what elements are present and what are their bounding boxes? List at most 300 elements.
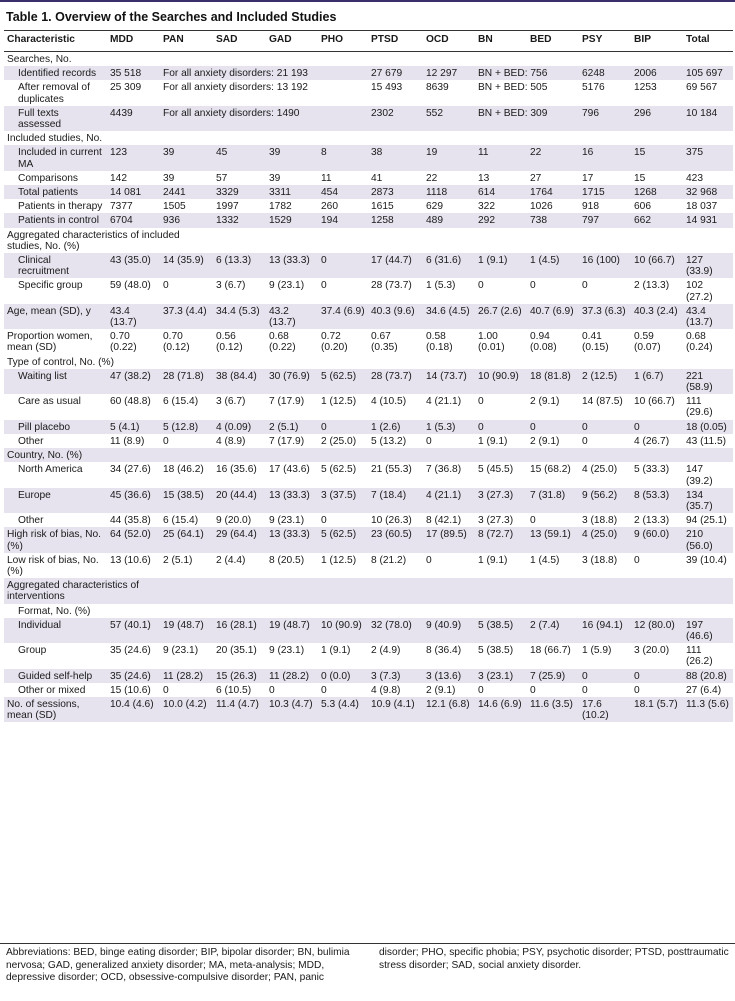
table-row (4, 683, 733, 697)
cell: 0 (579, 420, 631, 434)
cell: 0 (631, 420, 683, 434)
header-row (4, 31, 733, 52)
cell: BN + BED: 505 (478, 82, 548, 94)
cell: 45 (36.6) (107, 488, 160, 513)
cell: 552 (423, 106, 475, 131)
cell: 0 (163, 280, 169, 292)
cell: 94 (25.1) (686, 515, 727, 527)
cell: 796 (579, 106, 631, 131)
cell: 11.3 (5.6) (683, 697, 733, 722)
section-row (4, 604, 733, 618)
table-row (4, 106, 733, 131)
cell: 7 (36.8) (426, 464, 462, 476)
cell: 0 (527, 420, 579, 434)
cell: 0 (269, 684, 275, 696)
cell: 489 (423, 213, 475, 227)
table-row (4, 213, 733, 227)
cell: 2 (9.1) (530, 435, 560, 447)
cell: 16 (28.1) (213, 618, 266, 643)
cell: 38 (84.4) (213, 369, 266, 394)
cell: 35 518 (107, 66, 160, 80)
cell: 105 697 (683, 66, 733, 80)
row-label: Guided self-help (4, 669, 107, 683)
column-header: BN (475, 31, 527, 52)
cell: 4 (0.09) (213, 420, 266, 434)
cell: 9 (40.9) (423, 618, 475, 643)
cell: BN + BED: 756 (475, 66, 579, 80)
table-row (4, 420, 733, 434)
row-label: Proportion women, mean (SD) (7, 331, 93, 354)
table-row (4, 80, 733, 105)
cell: 292 (475, 213, 527, 227)
row-label: Specific group (18, 280, 83, 292)
cell: 1 (5.9) (582, 645, 612, 657)
cell: 1 (5.3) (423, 420, 475, 434)
cell: 11 (475, 145, 527, 170)
cell: 322 (478, 201, 495, 213)
table-row (4, 369, 733, 394)
cell: 11 (8.9) (110, 435, 145, 447)
cell: 7 (17.9) (269, 396, 305, 408)
cell: BN + BED: 309 (475, 106, 579, 131)
cell: 4 (9.8) (371, 684, 401, 696)
cell: 26.7 (2.6) (475, 304, 527, 329)
cell: 13 (33.3) (266, 488, 318, 513)
cell: 606 (634, 201, 651, 213)
table-row (4, 462, 733, 487)
cell: 34 (27.6) (110, 464, 151, 476)
section-row (4, 131, 733, 145)
cell: 17 (44.7) (368, 253, 423, 278)
cell: 28 (71.8) (160, 369, 213, 394)
cell: 1268 (631, 185, 683, 199)
cell: 18 (66.7) (530, 645, 571, 657)
cell: 15 (38.5) (160, 488, 213, 513)
table-row (4, 394, 733, 419)
cell: 4 (21.1) (423, 488, 475, 513)
cell: For all anxiety disorders: 21 193 (160, 66, 368, 80)
cell: 5176 (582, 82, 605, 94)
cell: 0 (478, 396, 484, 408)
cell: 14 931 (683, 213, 733, 227)
column-header: Total (683, 31, 733, 52)
cell: 11 (28.2) (266, 669, 318, 683)
section-label: Searches, No. (7, 54, 72, 65)
cell: 1253 (634, 82, 657, 94)
row-label: Group (18, 645, 47, 657)
cell: 3329 (213, 185, 266, 199)
cell: 23 (60.5) (368, 527, 423, 552)
section-row (4, 355, 733, 369)
cell: 210 (56.0) (683, 527, 733, 552)
cell: 6704 (107, 213, 160, 227)
table-row (4, 488, 733, 513)
cell: 197 (46.6) (683, 618, 733, 643)
cell: 34.4 (5.3) (213, 304, 266, 329)
cell: 1258 (368, 213, 423, 227)
row-label: Identified records (4, 66, 107, 80)
cell: 0 (318, 253, 368, 278)
cell: 2 (5.1) (163, 554, 193, 566)
cell: 39 (10.4) (686, 554, 727, 566)
cell: 0.68 (0.22) (269, 331, 296, 354)
cell: 30 (76.9) (266, 369, 318, 394)
cell: 32 (78.0) (368, 618, 423, 643)
section-label: Format, No. (%) (18, 605, 91, 617)
cell: 14 (35.9) (160, 253, 213, 278)
cell: 3311 (266, 185, 318, 199)
cell: 0.68 (0.24) (686, 331, 713, 354)
cell: 20 (35.1) (216, 645, 257, 657)
cell: 1332 (213, 213, 266, 227)
cell: 18 (0.05) (683, 420, 733, 434)
cell: 22 (527, 145, 579, 170)
table-row (4, 171, 733, 185)
cell: 0 (426, 554, 432, 566)
cell: 27 (530, 172, 542, 184)
cell: 0 (163, 684, 169, 696)
cell: 3 (18.8) (582, 515, 618, 527)
cell: 4439 (107, 106, 160, 131)
section-label: Included studies, No. (7, 133, 103, 145)
cell: 1782 (269, 201, 292, 213)
cell: 4 (10.5) (371, 396, 407, 408)
cell: 25 309 (110, 82, 142, 94)
section-label: Type of control, No. (%) (7, 356, 115, 368)
cell: 3 (13.6) (423, 669, 475, 683)
cell: 45 (213, 145, 266, 170)
cell: 6248 (579, 66, 631, 80)
cell: 17 (89.5) (423, 527, 475, 552)
cell: 629 (426, 201, 443, 213)
table-row (4, 527, 733, 552)
cell: 43 (11.5) (686, 435, 727, 447)
column-header: BIP (631, 31, 683, 52)
cell: 1529 (266, 213, 318, 227)
cell: 15 (26.3) (213, 669, 266, 683)
table-footnote (0, 943, 735, 1001)
table-row (4, 66, 733, 80)
cell: 4 (8.9) (216, 435, 246, 447)
cell: 15 493 (371, 82, 403, 94)
table-row (4, 643, 733, 668)
cell: 17 (582, 172, 594, 184)
table-row (4, 618, 733, 643)
cell: 40.7 (6.9) (527, 304, 579, 329)
column-header: PTSD (368, 31, 423, 52)
cell: 28 (73.7) (368, 369, 423, 394)
cell: 3 (27.3) (478, 515, 514, 527)
row-label: After removal of duplicates (18, 82, 90, 105)
cell: 43 (35.0) (107, 253, 160, 278)
cell: 18 (81.8) (527, 369, 579, 394)
cell: 3 (7.3) (368, 669, 423, 683)
cell: 8639 (426, 82, 449, 94)
cell: 13 (59.1) (527, 527, 579, 552)
cell: 1 (4.5) (530, 554, 560, 566)
column-header: PAN (160, 31, 213, 52)
row-label: Other (18, 515, 44, 527)
row-label: Other (18, 435, 44, 447)
cell: 15 (10.6) (110, 684, 151, 696)
cell: 2 (4.9) (371, 645, 401, 657)
cell: 34.6 (4.5) (423, 304, 475, 329)
cell: 10.4 (4.6) (107, 697, 160, 722)
cell: 43.4 (13.7) (107, 304, 160, 329)
cell: 260 (321, 201, 338, 213)
cell: 7377 (110, 201, 133, 213)
row-label: Low risk of bias, No. (%) (7, 554, 99, 577)
cell: 0 (0.0) (318, 669, 368, 683)
cell: 4 (26.7) (634, 435, 670, 447)
cell: 102 (27.2) (686, 280, 713, 303)
cell: 18 037 (686, 201, 718, 213)
cell: 0 (582, 435, 588, 447)
cell: 123 (107, 145, 160, 170)
cell: 16 (100) (579, 253, 631, 278)
column-header: SAD (213, 31, 266, 52)
cell: 0.67 (0.35) (371, 331, 398, 354)
cell: 39 (269, 172, 281, 184)
cell: 1 (12.5) (321, 554, 357, 566)
cell: 127 (33.9) (683, 253, 733, 278)
cell: 8 (42.1) (426, 515, 462, 527)
cell: 375 (683, 145, 733, 170)
cell: 0 (478, 280, 484, 292)
cell: 10 184 (683, 106, 733, 131)
cell: 3 (20.0) (634, 645, 670, 657)
cell: 28 (73.7) (371, 280, 412, 292)
row-label: Patients in control (4, 213, 107, 227)
cell: 10 (90.9) (318, 618, 368, 643)
row-label: Care as usual (18, 396, 81, 408)
cell: 57 (40.1) (107, 618, 160, 643)
cell: 3 (27.3) (475, 488, 527, 513)
cell: 9 (60.0) (631, 527, 683, 552)
table-row (4, 553, 733, 578)
cell: 662 (631, 213, 683, 227)
cell: 5 (13.2) (371, 435, 407, 447)
table-title: Table 1. Overview of the Searches and Included Studies (6, 10, 337, 24)
section-row (4, 578, 733, 603)
cell: 0.94 (0.08) (530, 331, 557, 354)
cell: 27 (6.4) (686, 684, 722, 696)
cell: 15 (631, 145, 683, 170)
cell: 4 (21.1) (426, 396, 462, 408)
cell: 0 (318, 420, 368, 434)
cell: 614 (475, 185, 527, 199)
cell: 2302 (368, 106, 423, 131)
cell: 8 (53.3) (631, 488, 683, 513)
cell: 13 (10.6) (110, 554, 151, 566)
overview-table (4, 30, 733, 722)
cell: 43.4 (13.7) (683, 304, 733, 329)
cell: 1.00 (0.01) (478, 331, 505, 354)
cell: 0 (634, 554, 640, 566)
cell: 2 (25.0) (321, 435, 357, 447)
cell: 43.2 (13.7) (266, 304, 318, 329)
cell: 7 (18.4) (368, 488, 423, 513)
table-row (4, 185, 733, 199)
row-label: Included in current MA (4, 145, 107, 170)
cell: 5 (12.8) (160, 420, 213, 434)
cell: 0 (530, 280, 536, 292)
cell: 0 (582, 280, 588, 292)
row-label: Other or mixed (18, 684, 86, 696)
cell: 2 (13.3) (634, 515, 670, 527)
cell: 35 (24.6) (107, 669, 160, 683)
cell: 8 (20.5) (269, 554, 305, 566)
cell: 0.58 (0.18) (426, 331, 453, 354)
cell: 5 (38.5) (478, 645, 514, 657)
cell: 11 (321, 172, 332, 184)
cell: 11 (28.2) (160, 669, 213, 683)
cell: 59 (48.0) (110, 280, 151, 292)
cell: 37.3 (6.3) (579, 304, 631, 329)
cell: 1118 (423, 185, 475, 199)
cell: 0 (163, 435, 169, 447)
table-row (4, 278, 733, 303)
cell: 0 (530, 684, 536, 696)
table-row (4, 513, 733, 527)
cell: 6 (15.4) (163, 396, 199, 408)
cell: 5 (62.5) (321, 464, 357, 476)
cell: 10 (66.7) (631, 253, 683, 278)
cell: 14 (87.5) (582, 396, 623, 408)
table-row (4, 697, 733, 722)
cell: 16 (579, 145, 631, 170)
cell: 27 679 (368, 66, 423, 80)
cell: 37.3 (4.4) (160, 304, 213, 329)
footnote-left: Abbreviations: BED, binge eating disorder; BIP, bipolar disorder; BN, bulimia nervosa; GAD, generalized anxiety disorder; MA, meta-analysis; MDD, depressive disorder; OCD, obsessive-compulsive disorder; PAN, panic (6, 947, 350, 984)
cell: 296 (631, 106, 683, 131)
cell: 9 (20.0) (216, 515, 252, 527)
cell: 1505 (163, 201, 186, 213)
cell: 9 (23.1) (163, 645, 199, 657)
cell: 1 (12.5) (321, 396, 357, 408)
cell: 6 (10.5) (216, 684, 252, 696)
cell: 13 (33.3) (266, 527, 318, 552)
cell: 17.6 (10.2) (579, 697, 631, 722)
cell: 0.72 (0.20) (321, 331, 348, 354)
column-header: MDD (107, 31, 160, 52)
cell: 4 (25.0) (582, 464, 618, 476)
cell: 35 (24.6) (110, 645, 151, 657)
cell: 10.3 (4.7) (266, 697, 318, 722)
cell: 9 (23.1) (269, 645, 305, 657)
cell: 19 (48.7) (266, 618, 318, 643)
table-row (4, 329, 733, 354)
cell: 0.70 (0.22) (110, 331, 137, 354)
cell: 12.1 (6.8) (423, 697, 475, 722)
cell: 3 (6.7) (216, 280, 246, 292)
cell: 918 (582, 201, 599, 213)
column-header: BED (527, 31, 579, 52)
cell: 111 (26.2) (686, 645, 713, 668)
section-row (4, 448, 733, 462)
column-header: PHO (318, 31, 368, 52)
cell: 2 (7.4) (527, 618, 579, 643)
cell: 47 (38.2) (107, 369, 160, 394)
cell: 3 (18.8) (582, 554, 618, 566)
row-label: Europe (4, 488, 107, 513)
section-label: Aggregated characteristics of included studies, No. (%) (7, 229, 180, 252)
column-header: OCD (423, 31, 475, 52)
cell: 69 567 (686, 82, 718, 94)
cell: 10 (66.7) (634, 396, 675, 408)
cell: 0 (530, 515, 536, 527)
cell: 5 (38.5) (475, 618, 527, 643)
cell: 0 (475, 420, 527, 434)
cell: 1 (9.1) (478, 435, 508, 447)
cell: 16 (35.6) (216, 464, 257, 476)
cell: 44 (35.8) (110, 515, 151, 527)
cell: 10 (26.3) (371, 515, 412, 527)
cell: 423 (686, 172, 703, 184)
cell: 221 (58.9) (683, 369, 733, 394)
cell: 19 (423, 145, 475, 170)
table-row (4, 434, 733, 448)
cell: 147 (39.2) (686, 464, 713, 487)
row-label: No. of sessions, mean (SD) (4, 697, 107, 722)
cell: 60 (48.8) (110, 396, 151, 408)
cell: 2873 (368, 185, 423, 199)
cell: 5 (62.5) (318, 369, 368, 394)
cell: 15 (634, 172, 646, 184)
cell: 0 (321, 280, 327, 292)
cell: 1 (9.1) (478, 554, 508, 566)
column-header: GAD (266, 31, 318, 52)
cell: 0 (321, 515, 327, 527)
cell: 2006 (631, 66, 683, 80)
footnote-right: disorder; PHO, specific phobia; PSY, psychotic disorder; PTSD, posttraumatic stress disorder; SAD, social anxiety disorder. (379, 947, 729, 971)
cell: 18.1 (5.7) (631, 697, 683, 722)
cell: 9 (23.1) (269, 280, 305, 292)
cell: 1 (4.5) (527, 253, 579, 278)
cell: 0.41 (0.15) (582, 331, 609, 354)
cell: 11.4 (4.7) (213, 697, 266, 722)
cell: 8 (36.4) (426, 645, 462, 657)
cell: 6 (31.6) (423, 253, 475, 278)
cell: 12 (80.0) (631, 618, 683, 643)
cell: 10.9 (4.1) (368, 697, 423, 722)
cell: 738 (527, 213, 579, 227)
cell: 3 (37.5) (318, 488, 368, 513)
cell: 7 (31.8) (527, 488, 579, 513)
cell: 1 (2.6) (368, 420, 423, 434)
row-label: Full texts assessed (4, 106, 107, 131)
cell: 5.3 (4.4) (318, 697, 368, 722)
cell: 3 (6.7) (216, 396, 246, 408)
cell: 15 (68.2) (530, 464, 571, 476)
cell: 11.6 (3.5) (527, 697, 579, 722)
cell: 16 (94.1) (579, 618, 631, 643)
cell: 0 (631, 669, 683, 683)
cell: 1026 (530, 201, 553, 213)
row-label: Individual (4, 618, 107, 643)
cell: 1764 (527, 185, 579, 199)
cell: 1 (5.3) (426, 280, 456, 292)
cell: 1 (9.1) (321, 645, 351, 657)
cell: 25 (64.1) (160, 527, 213, 552)
table-row (4, 669, 733, 683)
row-label: Age, mean (SD), y (4, 304, 107, 329)
cell: 13 (33.3) (266, 253, 318, 278)
cell: 0 (426, 435, 432, 447)
column-header: Characteristic (4, 31, 107, 52)
cell: 38 (368, 145, 423, 170)
cell: 6 (15.4) (163, 515, 199, 527)
